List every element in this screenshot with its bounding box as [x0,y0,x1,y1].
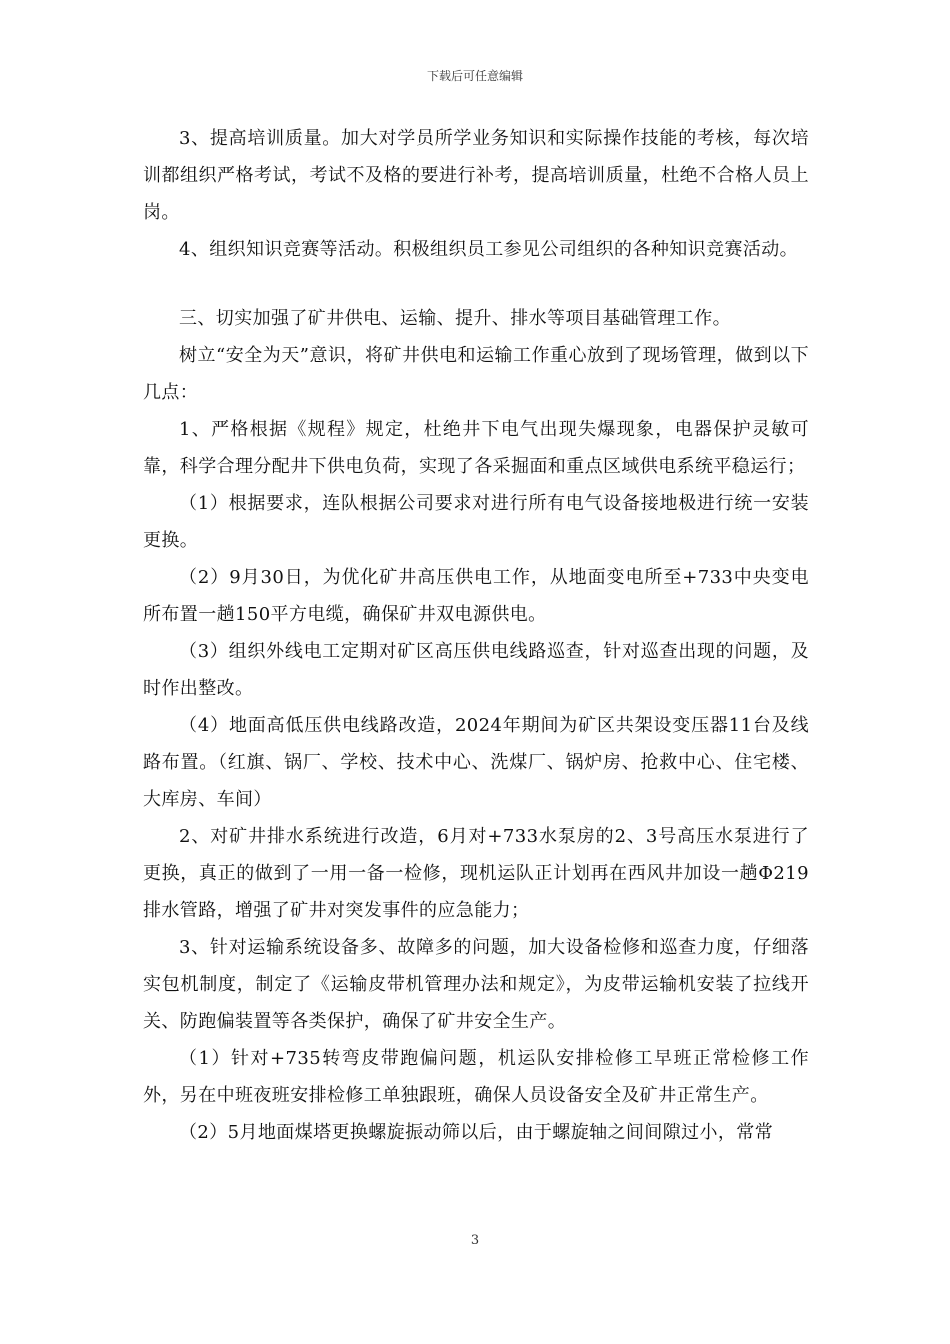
paragraph-5: 1、严格根据《规程》规定，杜绝井下电气出现失爆现象，电器保护灵敏可靠，科学合理分配井下供电负荷，实现了各采掘面和重点区域供电系统平稳运行； [143,419,809,477]
paragraph-10: 2、对矿井排水系统进行改造，6月对+733水泵房的2、3号高压水泵进行了更换，真正的做到了一用一备一检修，现机运队正计划再在西风井加设一趟Φ219排水管路，增强了矿井对突发事件的应急能力； [143,826,809,921]
paragraph-6: （1）根据要求，连队根据公司要求对进行所有电气设备接地极进行统一安装更换。 [143,493,809,551]
paragraph-1: 3、提高培训质量。加大对学员所学业务知识和实际操作技能的考核，每次培训都组织严格考试，考试不及格的要进行补考，提高培训质量，杜绝不合格人员上岗。 [143,128,809,223]
paragraph-13: （2）5月地面煤塔更换螺旋振动筛以后，由于螺旋轴之间间隙过小，常常 [179,1122,774,1143]
paragraph-7: （2）9月30日，为优化矿井高压供电工作，从地面变电所至+733中央变电所布置一趟150平方电缆，确保矿井双电源供电。 [143,567,809,625]
page-number: 3 [470,1233,480,1248]
section-gap [143,268,809,300]
document-body [143,120,809,1151]
section-heading: 三、切实加强了矿井供电、运输、提升、排水等项目基础管理工作。 [179,308,731,329]
page-header: 下载后可任意编辑 [426,69,523,83]
paragraph-12: （1）针对+735转弯皮带跑偏问题，机运队安排检修工早班正常检修工作外，另在中班夜班安排检修工单独跟班，确保人员设备安全及矿井正常生产。 [143,1048,809,1106]
paragraph-11: 3、针对运输系统设备多、故障多的问题，加大设备检修和巡查力度，仔细落实包机制度，制定了《运输皮带机管理办法和规定》，为皮带运输机安装了拉线开关、防跑偏装置等各类保护，确保了矿井安全生产。 [143,937,809,1032]
paragraph-2: 4、组织知识竞赛等活动。积极组织员工参见公司组织的各种知识竞赛活动。 [179,239,799,260]
paragraph-9: （4）地面高低压供电线路改造，2024年期间为矿区共架设变压器11台及线路布置。（红旗、锅厂、学校、技术中心、洗煤厂、锅炉房、抢救中心、住宅楼、大库房、车间） [143,715,809,810]
paragraph-4: 树立“安全为天”意识，将矿井供电和运输工作重心放到了现场管理，做到以下几点： [143,345,809,403]
paragraph-8: （3）组织外线电工定期对矿区高压供电线路巡查，针对巡查出现的问题，及时作出整改。 [143,641,809,699]
